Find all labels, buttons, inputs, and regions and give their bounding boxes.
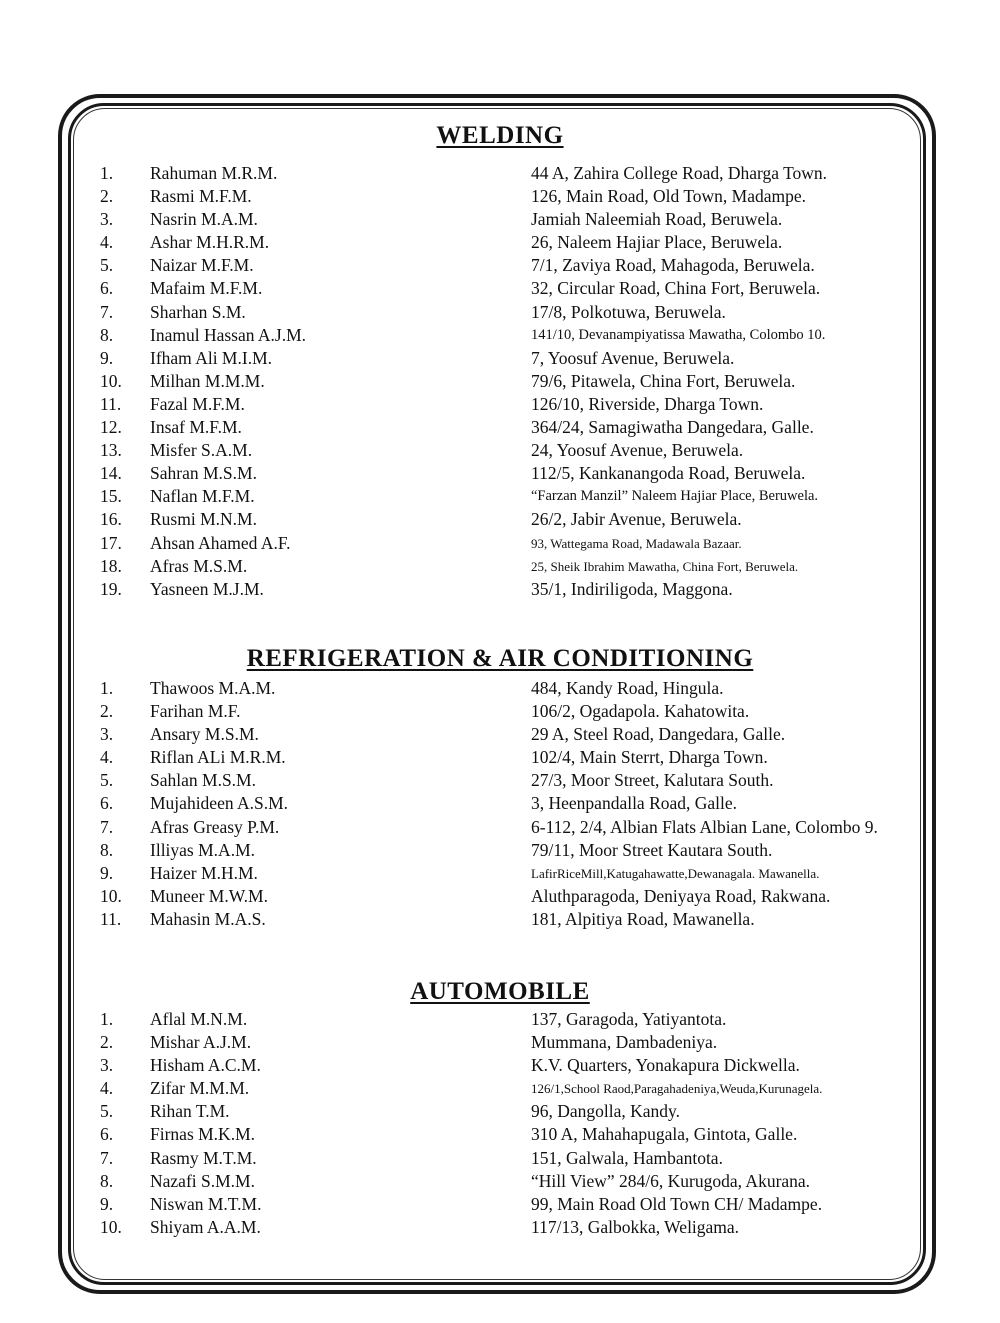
person-name: Misfer S.A.M. (150, 440, 253, 461)
person-name: Nazafi S.M.M. (150, 1170, 255, 1191)
person-address: 7/1, Zaviya Road, Mahagoda, Beruwela. (531, 255, 815, 276)
item-number: 10. (100, 370, 122, 391)
list-item (0, 324, 1000, 347)
person-name: Mahasin M.A.S. (150, 908, 266, 929)
person-name: Shiyam A.A.M. (150, 1216, 261, 1237)
item-number: 3. (100, 209, 114, 230)
item-number: 19. (100, 578, 122, 599)
person-name: Sharhan S.M. (150, 301, 246, 322)
list-item (0, 162, 1000, 185)
person-name: Yasneen M.J.M. (150, 578, 264, 599)
person-address: Jamiah Naleemiah Road, Beruwela. (531, 209, 783, 230)
list-item (0, 485, 1000, 508)
list-item (0, 1170, 1000, 1193)
person-address: 6-112, 2/4, Albian Flats Albian Lane, Colombo 9. (531, 816, 878, 837)
person-name: Aflal M.N.M. (150, 1009, 248, 1029)
item-number: 3. (100, 724, 114, 745)
person-name: Sahran M.S.M. (150, 463, 257, 484)
person-address: 24, Yoosuf Avenue, Beruwela. (531, 440, 744, 461)
list-item (0, 792, 1000, 815)
automobile-list (0, 1008, 1000, 1239)
person-address: 7, Yoosuf Avenue, Beruwela. (531, 347, 735, 368)
person-address: 137, Garagoda, Yatiyantota. (531, 1009, 727, 1029)
list-item (0, 393, 1000, 416)
person-address: 99, Main Road Old Town CH/ Madampe. (531, 1193, 823, 1214)
person-address: 364/24, Samagiwatha Dangedara, Galle. (531, 417, 814, 438)
person-address: 102/4, Main Sterrt, Dharga Town. (531, 747, 768, 768)
person-address: 310 A, Mahahapugala, Gintota, Galle. (531, 1124, 798, 1145)
person-address: Aluthparagoda, Deniyaya Road, Rakwana. (531, 885, 831, 906)
person-name: Insaf M.F.M. (150, 417, 242, 438)
list-item (0, 277, 1000, 300)
person-name: Ansary M.S.M. (150, 724, 259, 745)
person-address: 106/2, Ogadapola. Kahatowita. (531, 701, 750, 722)
list-item (0, 1193, 1000, 1216)
list-item (0, 1054, 1000, 1077)
person-name: Inamul Hassan A.J.M. (150, 324, 307, 345)
person-name: Mujahideen A.S.M. (150, 793, 289, 814)
person-name: Niswan M.T.M. (150, 1193, 262, 1214)
section-title-automobile: AUTOMOBILE (410, 978, 590, 1005)
item-number: 10. (100, 885, 122, 906)
person-address: 96, Dangolla, Kandy. (531, 1101, 681, 1122)
person-name: Mafaim M.F.M. (150, 278, 263, 299)
person-address: 151, Galwala, Hambantota. (531, 1147, 723, 1168)
welding-list (0, 162, 1000, 601)
list-item (0, 231, 1000, 254)
person-name: Thawoos M.A.M. (150, 678, 276, 698)
person-name: Fazal M.F.M. (150, 393, 245, 414)
list-item (0, 370, 1000, 393)
list-item (0, 185, 1000, 208)
person-name: Nasrin M.A.M. (150, 209, 258, 230)
list-item (0, 769, 1000, 792)
person-address: 79/11, Moor Street Kautara South. (531, 839, 773, 860)
item-number: 9. (100, 347, 114, 368)
person-name: Riflan ALi M.R.M. (150, 747, 286, 768)
person-address: LafirRiceMill,Katugahawatte,Dewanagala. Mawanella. (531, 865, 820, 881)
person-address: 44 A, Zahira College Road, Dharga Town. (531, 163, 828, 183)
person-name: Naflan M.F.M. (150, 486, 255, 507)
item-number: 6. (100, 1124, 114, 1145)
section-title-welding: WELDING (436, 122, 564, 149)
list-item (0, 578, 1000, 601)
person-name: Illiyas M.A.M. (150, 839, 255, 860)
person-name: Muneer M.W.M. (150, 885, 268, 906)
person-name: Mishar A.J.M. (150, 1032, 252, 1053)
person-address: 79/6, Pitawela, China Fort, Beruwela. (531, 370, 796, 391)
person-name: Afras Greasy P.M. (150, 816, 280, 837)
person-address: 27/3, Moor Street, Kalutara South. (531, 770, 774, 791)
list-item (0, 885, 1000, 908)
item-number: 6. (100, 278, 114, 299)
list-item (0, 746, 1000, 769)
item-number: 12. (100, 417, 122, 438)
item-number: 7. (100, 301, 114, 322)
item-number: 5. (100, 770, 114, 791)
person-address: 35/1, Indiriligoda, Maggona. (531, 578, 733, 599)
item-number: 1. (100, 1009, 114, 1029)
item-number: 2. (100, 186, 114, 207)
person-address: 112/5, Kankanangoda Road, Beruwela. (531, 463, 806, 484)
list-item (0, 1216, 1000, 1239)
list-item (0, 1008, 1000, 1031)
person-name: Firnas M.K.M. (150, 1124, 256, 1145)
list-item (0, 677, 1000, 700)
list-item (0, 839, 1000, 862)
person-address: 93, Wattegama Road, Madawala Bazaar. (531, 535, 742, 551)
item-number: 16. (100, 509, 122, 530)
item-number: 8. (100, 324, 114, 345)
list-item (0, 254, 1000, 277)
item-number: 14. (100, 463, 122, 484)
person-name: Rasmi M.F.M. (150, 186, 252, 207)
person-address: 26, Naleem Hajiar Place, Beruwela. (531, 232, 783, 253)
person-name: Ifham Ali M.I.M. (150, 347, 273, 368)
item-number: 8. (100, 839, 114, 860)
list-item (0, 301, 1000, 324)
item-number: 4. (100, 1078, 114, 1099)
person-name: Sahlan M.S.M. (150, 770, 256, 791)
item-number: 5. (100, 1101, 114, 1122)
person-address: 126, Main Road, Old Town, Madampe. (531, 186, 807, 207)
person-name: Ashar M.H.R.M. (150, 232, 270, 253)
person-address: K.V. Quarters, Yonakapura Dickwella. (531, 1055, 800, 1076)
item-number: 7. (100, 816, 114, 837)
item-number: 9. (100, 862, 114, 883)
list-item (0, 439, 1000, 462)
item-number: 15. (100, 486, 122, 507)
item-number: 4. (100, 232, 114, 253)
item-number: 3. (100, 1055, 114, 1076)
list-item (0, 816, 1000, 839)
list-item (0, 462, 1000, 485)
person-address: 17/8, Polkotuwa, Beruwela. (531, 301, 726, 322)
person-name: Rihan T.M. (150, 1101, 230, 1122)
person-name: Naizar M.F.M. (150, 255, 254, 276)
person-address: 126/10, Riverside, Dharga Town. (531, 393, 764, 414)
person-address: “Farzan Manzil” Naleem Hajiar Place, Beruwela. (531, 488, 819, 505)
item-number: 2. (100, 1032, 114, 1053)
person-address: 25, Sheik Ibrahim Mawatha, China Fort, Beruwela. (531, 558, 799, 574)
person-name: Rusmi M.N.M. (150, 509, 257, 530)
person-name: Rasmy M.T.M. (150, 1147, 257, 1168)
item-number: 8. (100, 1170, 114, 1191)
person-address: 26/2, Jabir Avenue, Beruwela. (531, 509, 742, 530)
refrigeration-list (0, 677, 1000, 931)
item-number: 6. (100, 793, 114, 814)
person-name: Ahsan Ahamed A.F. (150, 532, 291, 553)
item-number: 18. (100, 555, 122, 576)
person-address: Mummana, Dambadeniya. (531, 1032, 718, 1053)
person-name: Hisham A.C.M. (150, 1055, 261, 1076)
person-address: 484, Kandy Road, Hingula. (531, 678, 724, 698)
list-item (0, 208, 1000, 231)
list-item (0, 700, 1000, 723)
list-item (0, 1123, 1000, 1146)
item-number: 10. (100, 1216, 122, 1237)
person-name: Haizer M.H.M. (150, 862, 258, 883)
person-name: Rahuman M.R.M. (150, 163, 278, 183)
list-item (0, 862, 1000, 885)
item-number: 4. (100, 747, 114, 768)
section-title-refrigeration: REFRIGERATION & AIR CONDITIONING (246, 645, 754, 672)
person-address: 126/1,School Raod,Paragahadeniya,Weuda,Kurunagela. (531, 1081, 823, 1097)
item-number: 11. (100, 908, 122, 929)
person-address: 32, Circular Road, China Fort, Beruwela. (531, 278, 821, 299)
list-item (0, 1077, 1000, 1100)
person-name: Farihan M.F. (150, 701, 241, 722)
list-item (0, 1031, 1000, 1054)
person-address: 141/10, Devanampiyatissa Mawatha, Colombo 10. (531, 326, 826, 343)
person-name: Afras M.S.M. (150, 555, 248, 576)
person-address: 29 A, Steel Road, Dangedara, Galle. (531, 724, 786, 745)
item-number: 1. (100, 163, 114, 183)
list-item (0, 416, 1000, 439)
list-item (0, 532, 1000, 555)
person-address: 3, Heenpandalla Road, Galle. (531, 793, 738, 814)
person-name: Milhan M.M.M. (150, 370, 265, 391)
list-item (0, 723, 1000, 746)
person-address: “Hill View” 284/6, Kurugoda, Akurana. (531, 1170, 811, 1191)
item-number: 13. (100, 440, 122, 461)
list-item (0, 1147, 1000, 1170)
item-number: 2. (100, 701, 114, 722)
list-item (0, 347, 1000, 370)
item-number: 9. (100, 1193, 114, 1214)
list-item (0, 508, 1000, 531)
list-item (0, 908, 1000, 931)
item-number: 17. (100, 532, 122, 553)
item-number: 11. (100, 393, 122, 414)
item-number: 1. (100, 678, 114, 698)
person-name: Zifar M.M.M. (150, 1078, 250, 1099)
list-item (0, 555, 1000, 578)
item-number: 5. (100, 255, 114, 276)
person-address: 181, Alpitiya Road, Mawanella. (531, 908, 755, 929)
list-item (0, 1100, 1000, 1123)
person-address: 117/13, Galbokka, Weligama. (531, 1216, 740, 1237)
item-number: 7. (100, 1147, 114, 1168)
